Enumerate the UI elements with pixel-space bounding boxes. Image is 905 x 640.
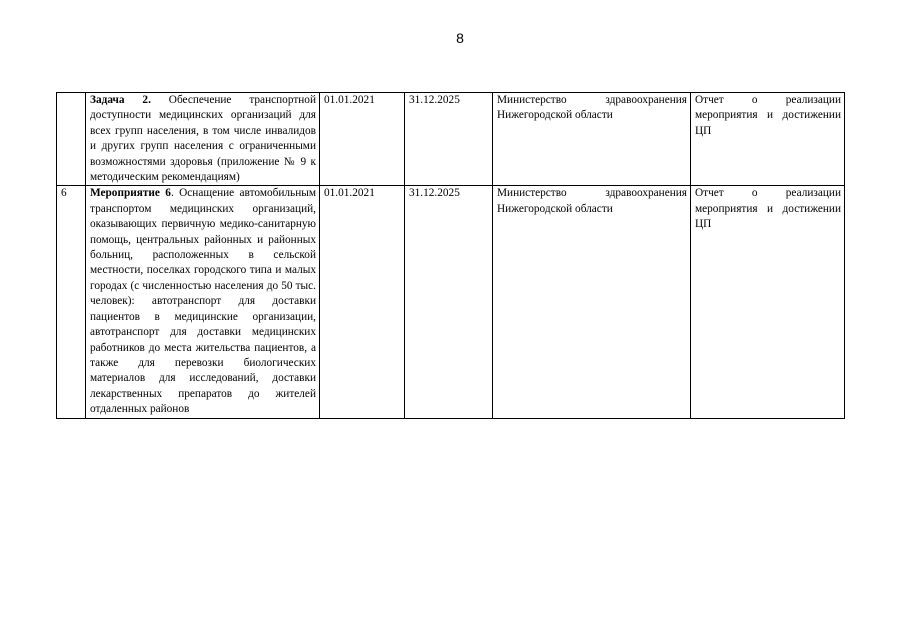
row-number-cell <box>57 93 86 186</box>
end-date-cell: 31.12.2025 <box>405 93 493 186</box>
start-date-cell: 01.01.2021 <box>320 93 405 186</box>
table-row <box>57 186 845 418</box>
task-name-cell <box>86 93 320 186</box>
result-cell: Отчет о реализации мероприятия и достижении ЦП <box>691 93 845 186</box>
task-title: Задача 2. <box>90 94 151 106</box>
activities-table <box>56 92 845 419</box>
task-name-cell <box>86 186 320 418</box>
task-description: Обеспечение транспортной доступности медицинских организаций для всех групп населения, в том числе инвалидов и других групп населения с ограниченными возможностями здоровья (приложение № 9 к методическим рекомендациям) <box>90 94 316 184</box>
start-date-cell: 01.01.2021 <box>320 186 405 418</box>
responsible-cell: Министерство здравоохранения Нижегородской области <box>493 93 691 186</box>
task-description: . Оснащение автомобильным транспортом медицинских организаций, оказывающих первичную медико-санитарную помощь, центральных районных и районных больниц, расположенных в сельской местности, поселках городского типа и малых городах (с численностью населения до 50 тыс. человек): автотранспорт для доставки пациентов в медицинские организации, автотранспорт для доставки медицинских работников до места жительства пациентов, а также для перевозки биологических материалов для исследований, доставки лекарственных препаратов до жителей отдаленных районов <box>90 187 316 416</box>
page-number: 8 <box>456 30 464 46</box>
result-cell: Отчет о реализации мероприятия и достижении ЦП <box>691 186 845 418</box>
responsible-cell: Министерство здравоохранения Нижегородской области <box>493 186 691 418</box>
task-title: Мероприятие 6 <box>90 187 171 200</box>
end-date-cell: 31.12.2025 <box>405 186 493 418</box>
row-number-cell: 6 <box>57 186 86 418</box>
table-row <box>57 93 845 186</box>
